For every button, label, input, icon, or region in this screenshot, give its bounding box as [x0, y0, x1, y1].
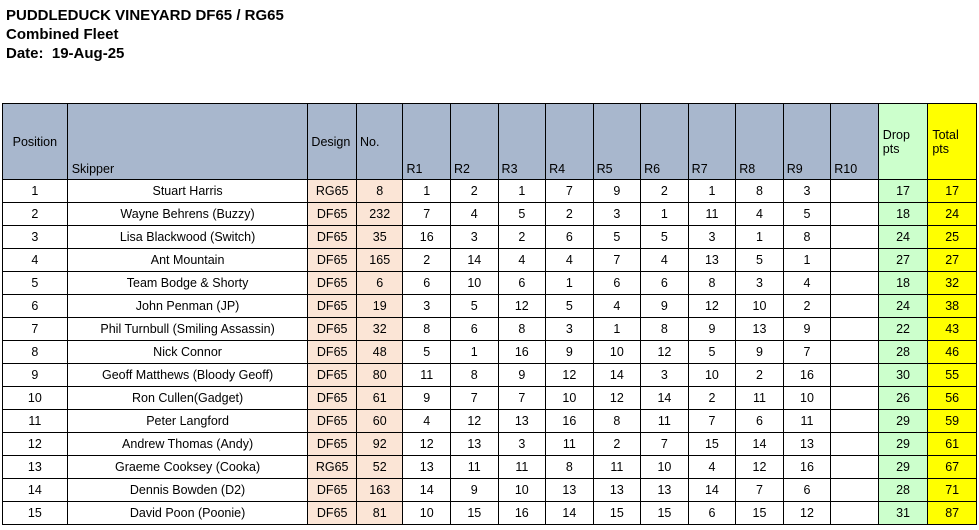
cell-race-r5: 8: [593, 410, 641, 433]
cell-race-r7: 8: [688, 272, 736, 295]
cell-total-points: 46: [928, 341, 977, 364]
cell-race-r5: 13: [593, 479, 641, 502]
cell-total-points: 38: [928, 295, 977, 318]
cell-race-r8: 10: [736, 295, 784, 318]
cell-race-r1: 7: [403, 203, 451, 226]
cell-sail-number: 232: [356, 203, 403, 226]
cell-race-r10: [831, 272, 879, 295]
column-header-r6: R6: [641, 104, 689, 180]
cell-race-r6: 1: [641, 203, 689, 226]
cell-drop-points: 30: [878, 364, 928, 387]
cell-total-points: 67: [928, 456, 977, 479]
cell-race-r4: 12: [546, 364, 594, 387]
cell-race-r8: 9: [736, 341, 784, 364]
table-row: [3, 456, 977, 479]
cell-skipper: Graeme Cooksey (Cooka): [67, 456, 308, 479]
cell-sail-number: 6: [356, 272, 403, 295]
cell-race-r10: [831, 249, 879, 272]
cell-race-r8: 13: [736, 318, 784, 341]
cell-race-r9: 2: [783, 295, 831, 318]
cell-skipper: John Penman (JP): [67, 295, 308, 318]
cell-race-r6: 15: [641, 502, 689, 525]
cell-race-r4: 1: [546, 272, 594, 295]
column-header-r8: R8: [736, 104, 784, 180]
table-row: [3, 341, 977, 364]
cell-race-r6: 11: [641, 410, 689, 433]
table-row: [3, 180, 977, 203]
cell-position: 6: [3, 295, 68, 318]
cell-race-r4: 9: [546, 341, 594, 364]
cell-race-r2: 1: [451, 341, 499, 364]
cell-race-r3: 16: [498, 502, 546, 525]
cell-race-r8: 6: [736, 410, 784, 433]
cell-race-r10: [831, 502, 879, 525]
cell-position: 3: [3, 226, 68, 249]
cell-race-r10: [831, 318, 879, 341]
cell-race-r4: 10: [546, 387, 594, 410]
cell-race-r1: 3: [403, 295, 451, 318]
cell-race-r6: 13: [641, 479, 689, 502]
column-header-r9: R9: [783, 104, 831, 180]
cell-race-r4: 11: [546, 433, 594, 456]
cell-race-r2: 7: [451, 387, 499, 410]
cell-total-points: 56: [928, 387, 977, 410]
cell-design: RG65: [308, 456, 357, 479]
cell-race-r7: 5: [688, 341, 736, 364]
cell-race-r10: [831, 341, 879, 364]
cell-race-r10: [831, 180, 879, 203]
cell-race-r5: 14: [593, 364, 641, 387]
table-row: [3, 433, 977, 456]
cell-drop-points: 24: [878, 295, 928, 318]
cell-race-r3: 10: [498, 479, 546, 502]
cell-race-r5: 10: [593, 341, 641, 364]
cell-race-r1: 4: [403, 410, 451, 433]
cell-race-r3: 9: [498, 364, 546, 387]
cell-sail-number: 61: [356, 387, 403, 410]
cell-drop-points: 28: [878, 341, 928, 364]
cell-position: 1: [3, 180, 68, 203]
cell-design: DF65: [308, 410, 357, 433]
cell-race-r4: 13: [546, 479, 594, 502]
cell-drop-points: 29: [878, 456, 928, 479]
cell-total-points: 55: [928, 364, 977, 387]
cell-drop-points: 28: [878, 479, 928, 502]
cell-race-r5: 5: [593, 226, 641, 249]
cell-sail-number: 81: [356, 502, 403, 525]
cell-race-r1: 16: [403, 226, 451, 249]
cell-race-r10: [831, 226, 879, 249]
cell-drop-points: 18: [878, 203, 928, 226]
cell-race-r7: 4: [688, 456, 736, 479]
cell-race-r10: [831, 364, 879, 387]
table-header-row: [3, 104, 977, 180]
cell-race-r5: 12: [593, 387, 641, 410]
date-label: Date:: [6, 45, 44, 62]
column-header-r4: R4: [546, 104, 594, 180]
date-line: [6, 44, 979, 63]
cell-race-r7: 10: [688, 364, 736, 387]
cell-race-r8: 1: [736, 226, 784, 249]
cell-race-r4: 14: [546, 502, 594, 525]
cell-drop-points: 26: [878, 387, 928, 410]
cell-race-r6: 14: [641, 387, 689, 410]
cell-total-points: 43: [928, 318, 977, 341]
cell-race-r3: 2: [498, 226, 546, 249]
cell-race-r2: 13: [451, 433, 499, 456]
cell-total-points: 87: [928, 502, 977, 525]
cell-race-r5: 3: [593, 203, 641, 226]
cell-position: 13: [3, 456, 68, 479]
cell-sail-number: 163: [356, 479, 403, 502]
cell-race-r3: 12: [498, 295, 546, 318]
cell-race-r3: 13: [498, 410, 546, 433]
cell-race-r1: 9: [403, 387, 451, 410]
cell-race-r3: 1: [498, 180, 546, 203]
cell-drop-points: 18: [878, 272, 928, 295]
cell-race-r2: 5: [451, 295, 499, 318]
cell-drop-points: 27: [878, 249, 928, 272]
cell-race-r9: 6: [783, 479, 831, 502]
cell-sail-number: 19: [356, 295, 403, 318]
cell-total-points: 17: [928, 180, 977, 203]
cell-skipper: Andrew Thomas (Andy): [67, 433, 308, 456]
cell-race-r1: 12: [403, 433, 451, 456]
cell-sail-number: 52: [356, 456, 403, 479]
column-header-r2: R2: [451, 104, 499, 180]
cell-race-r1: 14: [403, 479, 451, 502]
table-row: [3, 203, 977, 226]
cell-race-r7: 14: [688, 479, 736, 502]
cell-race-r9: 11: [783, 410, 831, 433]
cell-race-r3: 8: [498, 318, 546, 341]
cell-race-r2: 14: [451, 249, 499, 272]
cell-design: DF65: [308, 203, 357, 226]
cell-race-r1: 6: [403, 272, 451, 295]
cell-race-r8: 8: [736, 180, 784, 203]
column-header-design: Design: [308, 104, 357, 180]
cell-race-r6: 8: [641, 318, 689, 341]
page-title: PUDDLEDUCK VINEYARD DF65 / RG65: [6, 7, 284, 24]
cell-race-r2: 2: [451, 180, 499, 203]
cell-skipper: Phil Turnbull (Smiling Assassin): [67, 318, 308, 341]
cell-drop-points: 29: [878, 433, 928, 456]
header-table-gap: [0, 63, 979, 103]
cell-sail-number: 165: [356, 249, 403, 272]
cell-race-r4: 16: [546, 410, 594, 433]
cell-design: DF65: [308, 272, 357, 295]
cell-race-r10: [831, 387, 879, 410]
cell-position: 10: [3, 387, 68, 410]
table-row: [3, 272, 977, 295]
cell-total-points: 25: [928, 226, 977, 249]
cell-race-r7: 15: [688, 433, 736, 456]
drop-header-line2: pts: [882, 141, 900, 156]
total-header-line2: pts: [932, 141, 950, 156]
cell-design: DF65: [308, 318, 357, 341]
cell-design: DF65: [308, 433, 357, 456]
cell-race-r6: 7: [641, 433, 689, 456]
cell-race-r8: 3: [736, 272, 784, 295]
cell-race-r1: 11: [403, 364, 451, 387]
cell-race-r1: 5: [403, 341, 451, 364]
table-row: [3, 295, 977, 318]
cell-sail-number: 80: [356, 364, 403, 387]
cell-race-r4: 3: [546, 318, 594, 341]
column-header-position: Position: [3, 104, 68, 180]
cell-race-r3: 16: [498, 341, 546, 364]
cell-total-points: 24: [928, 203, 977, 226]
cell-skipper: David Poon (Poonie): [67, 502, 308, 525]
cell-skipper: Lisa Blackwood (Switch): [67, 226, 308, 249]
cell-design: DF65: [308, 249, 357, 272]
column-header-r3: R3: [498, 104, 546, 180]
cell-race-r4: 4: [546, 249, 594, 272]
cell-race-r6: 9: [641, 295, 689, 318]
table-row: [3, 502, 977, 525]
cell-race-r8: 2: [736, 364, 784, 387]
cell-race-r9: 8: [783, 226, 831, 249]
cell-race-r10: [831, 456, 879, 479]
cell-sail-number: 60: [356, 410, 403, 433]
cell-race-r1: 1: [403, 180, 451, 203]
cell-race-r2: 11: [451, 456, 499, 479]
table-row: [3, 410, 977, 433]
cell-design: DF65: [308, 387, 357, 410]
cell-sail-number: 8: [356, 180, 403, 203]
cell-race-r8: 14: [736, 433, 784, 456]
cell-drop-points: 31: [878, 502, 928, 525]
cell-race-r2: 3: [451, 226, 499, 249]
cell-race-r2: 4: [451, 203, 499, 226]
cell-position: 11: [3, 410, 68, 433]
cell-race-r9: 9: [783, 318, 831, 341]
cell-race-r5: 6: [593, 272, 641, 295]
table-row: [3, 226, 977, 249]
cell-race-r3: 4: [498, 249, 546, 272]
cell-sail-number: 32: [356, 318, 403, 341]
cell-race-r10: [831, 479, 879, 502]
cell-design: DF65: [308, 226, 357, 249]
cell-race-r6: 10: [641, 456, 689, 479]
column-header-number: No.: [356, 104, 403, 180]
cell-design: DF65: [308, 364, 357, 387]
table-row: [3, 387, 977, 410]
cell-position: 12: [3, 433, 68, 456]
cell-race-r2: 10: [451, 272, 499, 295]
table-row: [3, 318, 977, 341]
cell-race-r5: 9: [593, 180, 641, 203]
cell-sail-number: 35: [356, 226, 403, 249]
cell-race-r1: 2: [403, 249, 451, 272]
cell-total-points: 27: [928, 249, 977, 272]
cell-design: DF65: [308, 295, 357, 318]
cell-race-r10: [831, 433, 879, 456]
cell-race-r6: 5: [641, 226, 689, 249]
cell-race-r8: 7: [736, 479, 784, 502]
cell-race-r10: [831, 203, 879, 226]
column-header-r1: R1: [403, 104, 451, 180]
cell-race-r8: 4: [736, 203, 784, 226]
cell-race-r9: 3: [783, 180, 831, 203]
table-row: [3, 249, 977, 272]
column-header-total-points: [928, 104, 977, 180]
cell-position: 2: [3, 203, 68, 226]
cell-race-r9: 13: [783, 433, 831, 456]
cell-skipper: Wayne Behrens (Buzzy): [67, 203, 308, 226]
cell-race-r3: 3: [498, 433, 546, 456]
cell-race-r8: 5: [736, 249, 784, 272]
cell-drop-points: 29: [878, 410, 928, 433]
cell-position: 14: [3, 479, 68, 502]
cell-race-r2: 6: [451, 318, 499, 341]
table-row: [3, 364, 977, 387]
cell-skipper: Geoff Matthews (Bloody Geoff): [67, 364, 308, 387]
cell-skipper: Ron Cullen(Gadget): [67, 387, 308, 410]
cell-race-r7: 12: [688, 295, 736, 318]
cell-race-r8: 12: [736, 456, 784, 479]
cell-race-r4: 7: [546, 180, 594, 203]
cell-race-r10: [831, 410, 879, 433]
cell-total-points: 32: [928, 272, 977, 295]
column-header-drop-points: [878, 104, 928, 180]
total-header-line1: Total: [932, 127, 959, 142]
column-header-r10: R10: [831, 104, 879, 180]
cell-race-r7: 9: [688, 318, 736, 341]
cell-race-r5: 4: [593, 295, 641, 318]
cell-race-r7: 2: [688, 387, 736, 410]
table-row: [3, 479, 977, 502]
cell-position: 15: [3, 502, 68, 525]
cell-race-r4: 6: [546, 226, 594, 249]
cell-race-r5: 7: [593, 249, 641, 272]
results-table: [2, 103, 977, 525]
cell-design: RG65: [308, 180, 357, 203]
cell-race-r7: 11: [688, 203, 736, 226]
cell-race-r3: 7: [498, 387, 546, 410]
cell-race-r9: 4: [783, 272, 831, 295]
cell-race-r8: 11: [736, 387, 784, 410]
cell-race-r7: 3: [688, 226, 736, 249]
cell-race-r3: 6: [498, 272, 546, 295]
cell-position: 7: [3, 318, 68, 341]
cell-skipper: Dennis Bowden (D2): [67, 479, 308, 502]
cell-design: DF65: [308, 479, 357, 502]
cell-race-r9: 16: [783, 364, 831, 387]
cell-race-r6: 12: [641, 341, 689, 364]
cell-drop-points: 24: [878, 226, 928, 249]
fleet-subtitle: Combined Fleet: [6, 26, 119, 43]
cell-total-points: 71: [928, 479, 977, 502]
cell-race-r2: 15: [451, 502, 499, 525]
column-header-r5: R5: [593, 104, 641, 180]
cell-race-r5: 11: [593, 456, 641, 479]
cell-skipper: Team Bodge & Shorty: [67, 272, 308, 295]
cell-race-r4: 5: [546, 295, 594, 318]
cell-total-points: 61: [928, 433, 977, 456]
cell-position: 9: [3, 364, 68, 387]
cell-race-r2: 8: [451, 364, 499, 387]
cell-race-r5: 15: [593, 502, 641, 525]
cell-race-r7: 7: [688, 410, 736, 433]
cell-race-r4: 2: [546, 203, 594, 226]
cell-skipper: Nick Connor: [67, 341, 308, 364]
cell-race-r9: 7: [783, 341, 831, 364]
cell-skipper: Stuart Harris: [67, 180, 308, 203]
cell-race-r4: 8: [546, 456, 594, 479]
cell-race-r7: 13: [688, 249, 736, 272]
cell-race-r9: 16: [783, 456, 831, 479]
cell-race-r3: 5: [498, 203, 546, 226]
cell-race-r9: 5: [783, 203, 831, 226]
cell-drop-points: 22: [878, 318, 928, 341]
cell-race-r1: 10: [403, 502, 451, 525]
cell-race-r6: 6: [641, 272, 689, 295]
cell-race-r7: 1: [688, 180, 736, 203]
document-header: [0, 0, 979, 63]
date-value: 19-Aug-25: [51, 45, 125, 62]
cell-sail-number: 92: [356, 433, 403, 456]
cell-race-r1: 13: [403, 456, 451, 479]
cell-race-r9: 12: [783, 502, 831, 525]
cell-race-r9: 10: [783, 387, 831, 410]
cell-design: DF65: [308, 341, 357, 364]
cell-sail-number: 48: [356, 341, 403, 364]
column-header-r7: R7: [688, 104, 736, 180]
cell-position: 8: [3, 341, 68, 364]
cell-drop-points: 17: [878, 180, 928, 203]
cell-race-r6: 2: [641, 180, 689, 203]
cell-design: DF65: [308, 502, 357, 525]
cell-position: 5: [3, 272, 68, 295]
cell-race-r6: 4: [641, 249, 689, 272]
cell-race-r5: 2: [593, 433, 641, 456]
cell-race-r6: 3: [641, 364, 689, 387]
cell-skipper: Ant Mountain: [67, 249, 308, 272]
cell-race-r1: 8: [403, 318, 451, 341]
cell-race-r9: 1: [783, 249, 831, 272]
cell-race-r2: 12: [451, 410, 499, 433]
cell-race-r2: 9: [451, 479, 499, 502]
cell-race-r10: [831, 295, 879, 318]
column-header-skipper: Skipper: [67, 104, 308, 180]
cell-race-r3: 11: [498, 456, 546, 479]
cell-total-points: 59: [928, 410, 977, 433]
drop-header-line1: Drop: [882, 127, 910, 142]
cell-skipper: Peter Langford: [67, 410, 308, 433]
cell-race-r8: 15: [736, 502, 784, 525]
cell-race-r5: 1: [593, 318, 641, 341]
cell-race-r7: 6: [688, 502, 736, 525]
cell-position: 4: [3, 249, 68, 272]
